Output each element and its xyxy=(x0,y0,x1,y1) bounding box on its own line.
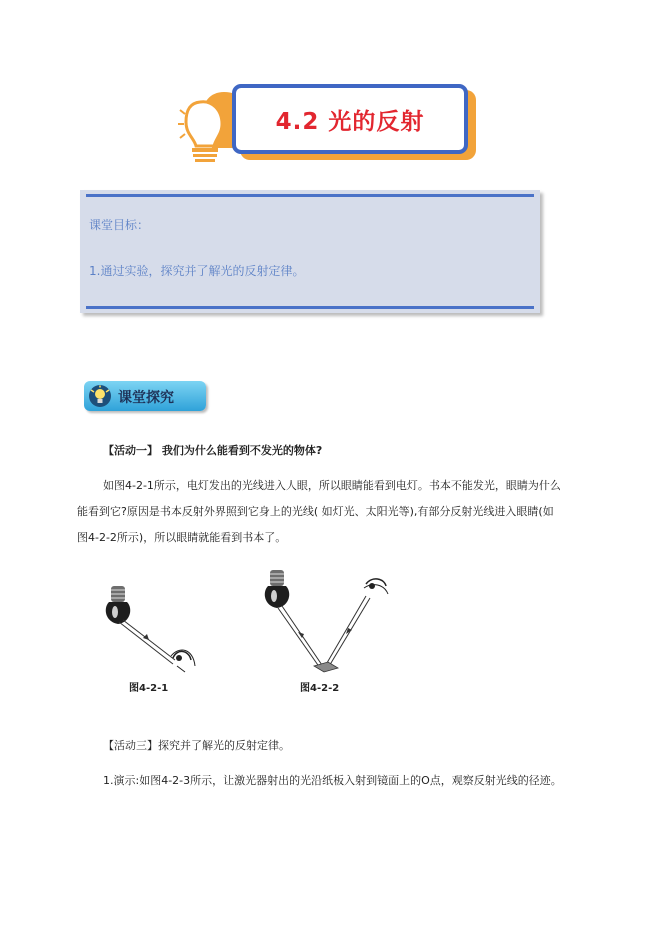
figure-caption: 图4-2-1 xyxy=(129,683,169,694)
eye-icon xyxy=(364,579,388,594)
goal-item: 1.通过实验，探究并了解光的反射定律。 xyxy=(89,264,305,278)
goals-box xyxy=(80,190,540,313)
lamp-icon xyxy=(265,570,289,608)
title-banner xyxy=(232,84,468,154)
bulb-badge-icon xyxy=(88,384,112,408)
activity1-paragraph xyxy=(77,473,587,551)
book-icon xyxy=(314,662,338,672)
paragraph-line: 图4-2-2所示)，所以眼睛就能看到书本了。 xyxy=(77,531,287,544)
figure-reflection xyxy=(262,566,402,678)
paragraph-line: 能看到它?原因是书本反射外界照到它身上的光线( 如灯光、太阳光等),有部分反射光线进入眼睛(如 xyxy=(77,505,554,518)
goals-top-rule xyxy=(86,194,534,197)
page-title: 4.2 光的反射 xyxy=(275,108,425,135)
section-badge-label: 课堂探究 xyxy=(118,390,174,406)
goals-bottom-rule xyxy=(86,306,534,309)
section-badge xyxy=(84,381,206,411)
lamp-icon xyxy=(106,586,130,624)
goals-label: 课堂目标： xyxy=(89,218,150,232)
activity3-demo: 1.演示:如图4-2-3所示，让激光器射出的光沿纸板入射到镜面上的O点，观察反射光线的径迹。 xyxy=(103,774,562,787)
figure-lamp-eye xyxy=(97,576,217,686)
activity1-heading: 【活动一】 我们为什么能看到不发光的物体? xyxy=(103,444,323,457)
paragraph-line: 如图4-2-1所示，电灯发出的光线进入人眼，所以眼睛能看到电灯。书本不能发光，眼睛为什么 xyxy=(103,479,561,492)
activity3-heading: 【活动三】探究并了解光的反射定律。 xyxy=(103,739,290,752)
figure-caption: 图4-2-2 xyxy=(300,683,340,694)
eye-icon xyxy=(171,650,195,672)
